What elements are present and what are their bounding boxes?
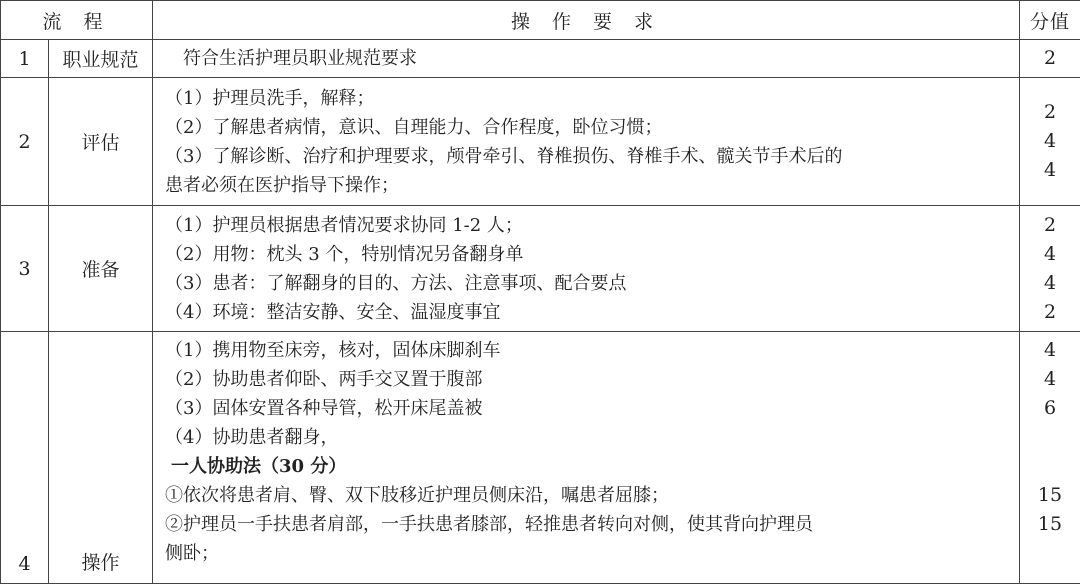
requirement-line: 患者必须在医护指导下操作；: [165, 171, 1011, 200]
score-value: 6: [1020, 394, 1080, 423]
requirement-cell: [153, 332, 1020, 584]
process-name: 评估: [49, 78, 153, 206]
process-name: 准备: [49, 206, 153, 332]
method-heading: 一人协助法（30 分）: [165, 452, 1011, 481]
score-value: 15: [1020, 510, 1080, 539]
score-cell: [1020, 332, 1080, 584]
requirement-line: （3）了解诊断、治疗和护理要求，颅骨牵引、脊椎损伤、脊椎手术、髋关节手术后的: [165, 142, 1011, 171]
requirement-line: ②护理员一手扶患者肩部，一手扶患者膝部，轻推患者转向对侧，使其背向护理员: [165, 510, 1011, 539]
score-value: 4: [1020, 156, 1080, 185]
table-row: [1, 206, 1080, 332]
requirement-line: （4）协助患者翻身，: [165, 423, 1011, 452]
requirement-line: （2）了解患者病情，意识、自理能力、合作程度，卧位习惯；: [165, 113, 1011, 142]
row-number: 4: [1, 332, 49, 584]
row-number: 2: [1, 78, 49, 206]
score-cell: [1020, 206, 1080, 332]
score-cell: [1020, 40, 1080, 78]
requirement-line: （1）携用物至床旁，核对，固体床脚刹车: [165, 336, 1011, 365]
requirement-line: （1）护理员洗手，解释；: [165, 84, 1011, 113]
requirement-line: ①依次将患者肩、臀、双下肢移近护理员侧床沿，嘱患者屈膝；: [165, 481, 1011, 510]
score-spacer: [1020, 423, 1080, 452]
requirement-cell: [153, 206, 1020, 332]
header-process: 流 程: [1, 1, 153, 40]
header-requirement: 操 作 要 求: [153, 1, 1020, 40]
row-number: 3: [1, 206, 49, 332]
score-value: 4: [1020, 336, 1080, 365]
score-value: 4: [1020, 127, 1080, 156]
score-value: 2: [1020, 44, 1080, 73]
requirement-line: （2）用物：枕头 3 个，特别情况另备翻身单: [165, 240, 1011, 269]
table-row: [1, 332, 1080, 584]
requirement-line: （4）环境：整洁安静、安全、温湿度事宜: [165, 298, 1011, 327]
requirement-cell: [153, 78, 1020, 206]
requirement-line: 侧卧；: [165, 539, 1011, 568]
requirement-cell: [153, 40, 1020, 78]
score-cell: [1020, 78, 1080, 206]
score-value: 2: [1020, 98, 1080, 127]
process-name: 职业规范: [49, 40, 153, 78]
score-value: 4: [1020, 365, 1080, 394]
requirement-line: （2）协助患者仰卧、两手交叉置于腹部: [165, 365, 1011, 394]
score-value: 15: [1020, 481, 1080, 510]
requirement-line: （1）护理员根据患者情况要求协同 1-2 人；: [165, 211, 1011, 240]
score-value: 4: [1020, 240, 1080, 269]
score-spacer: [1020, 452, 1080, 481]
table-header-row: [1, 1, 1080, 40]
score-value: 2: [1020, 298, 1080, 327]
requirement-line: （3）患者：了解翻身的目的、方法、注意事项、配合要点: [165, 269, 1011, 298]
requirement-line: （3）固体安置各种导管，松开床尾盖被: [165, 394, 1011, 423]
header-score: 分值: [1020, 1, 1080, 40]
row-number: 1: [1, 40, 49, 78]
score-value: 4: [1020, 269, 1080, 298]
table-row: [1, 40, 1080, 78]
score-value: 2: [1020, 211, 1080, 240]
table-row: [1, 78, 1080, 206]
requirement-line: 符合生活护理员职业规范要求: [183, 44, 1011, 73]
process-name: 操作: [49, 332, 153, 584]
